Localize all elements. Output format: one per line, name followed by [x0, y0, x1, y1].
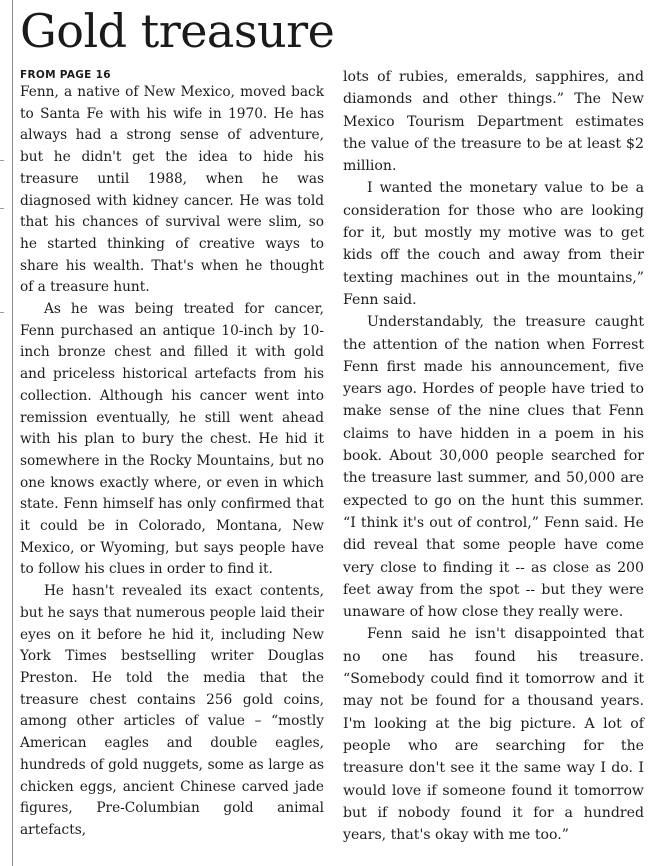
article-column-right: [343, 66, 644, 846]
edge-mark: [0, 208, 4, 209]
edge-mark: [0, 160, 4, 161]
jump-line: FROM PAGE 16: [20, 69, 111, 81]
paragraph: As he was being treated for cancer, Fenn purchased an antique 10-inch by 10-inch bronze chest and filled it with gold and priceless historical artefacts from his collection. Although his cancer went into remission eventually, he still went ahead with his plan to bury the chest. He hid it somewhere in the Rocky Mountains, but no one knows exactly where, or even in which state. Fenn himself has only confirmed that it could be in Colorado, Montana, New Mexico, or Wyoming, but says people have to follow his clues in order to find it.: [20, 301, 324, 578]
headline: Gold treasure: [20, 4, 335, 58]
paragraph: I wanted the monetary value to be a consideration for those who are looking for it, but mostly my motive was to get kids off the couch and away from their texting machines out in the mountains,” Fenn said.: [343, 180, 644, 308]
article-column-left: [20, 66, 324, 842]
paragraph: Understandably, the treasure caught the attention of the nation when Forrest Fenn first made his announcement, five years ago. Hordes of people have tried to make sense of the nine clues that Fenn claims to have hidden in a poem in his book. About 30,000 people searched for the treasure last summer, and 50,000 are expected to go on the hunt this summer. “I think it's out of control,” Fenn said. He did reveal that some people have come very close to finding it -- as close as 200 feet away from the spot -- but they were unaware of how close they really were.: [343, 314, 644, 621]
edge-mark: [0, 312, 4, 313]
column-rule: [12, 0, 13, 866]
paragraph: Fenn, a native of New Mexico, moved back to Santa Fe with his wife in 1970. He has always had a strong sense of adventure, but he didn't get the idea to hide his treasure until 1988, when he was diagnosed with kidney cancer. He was told that his chances of survival were slim, so he started thinking of creative ways to share his wealth. That's when he thought of a treasure hunt.: [20, 84, 324, 296]
paragraph: lots of rubies, emeralds, sapphires, and diamonds and other things.” The New Mexico Tourism Department estimates the value of the treasure to be at least $2 million.: [343, 69, 644, 175]
paragraph: He hasn't revealed its exact contents, but he says that numerous people laid their eyes on it before he hid it, including New York Times bestselling writer Douglas Preston. He told the media that the treasure chest contains 256 gold coins, among other articles of value – “mostly American eagles and double eagles, hundreds of gold nuggets, some as large as chicken eggs, ancient Chinese carved jade figures, Pre-Columbian gold animal artefacts,: [20, 583, 324, 838]
paragraph: Fenn said he isn't disappointed that no one has found his treasure. “Somebody could find it tomorrow and it may not be found for a thousand years. I'm looking at the big picture. A lot of people who are searching for the treasure don't see it the same way I do. I would love if someone found it tomorrow but if nobody found it for a hundred years, that's okay with me too.”: [343, 626, 644, 844]
